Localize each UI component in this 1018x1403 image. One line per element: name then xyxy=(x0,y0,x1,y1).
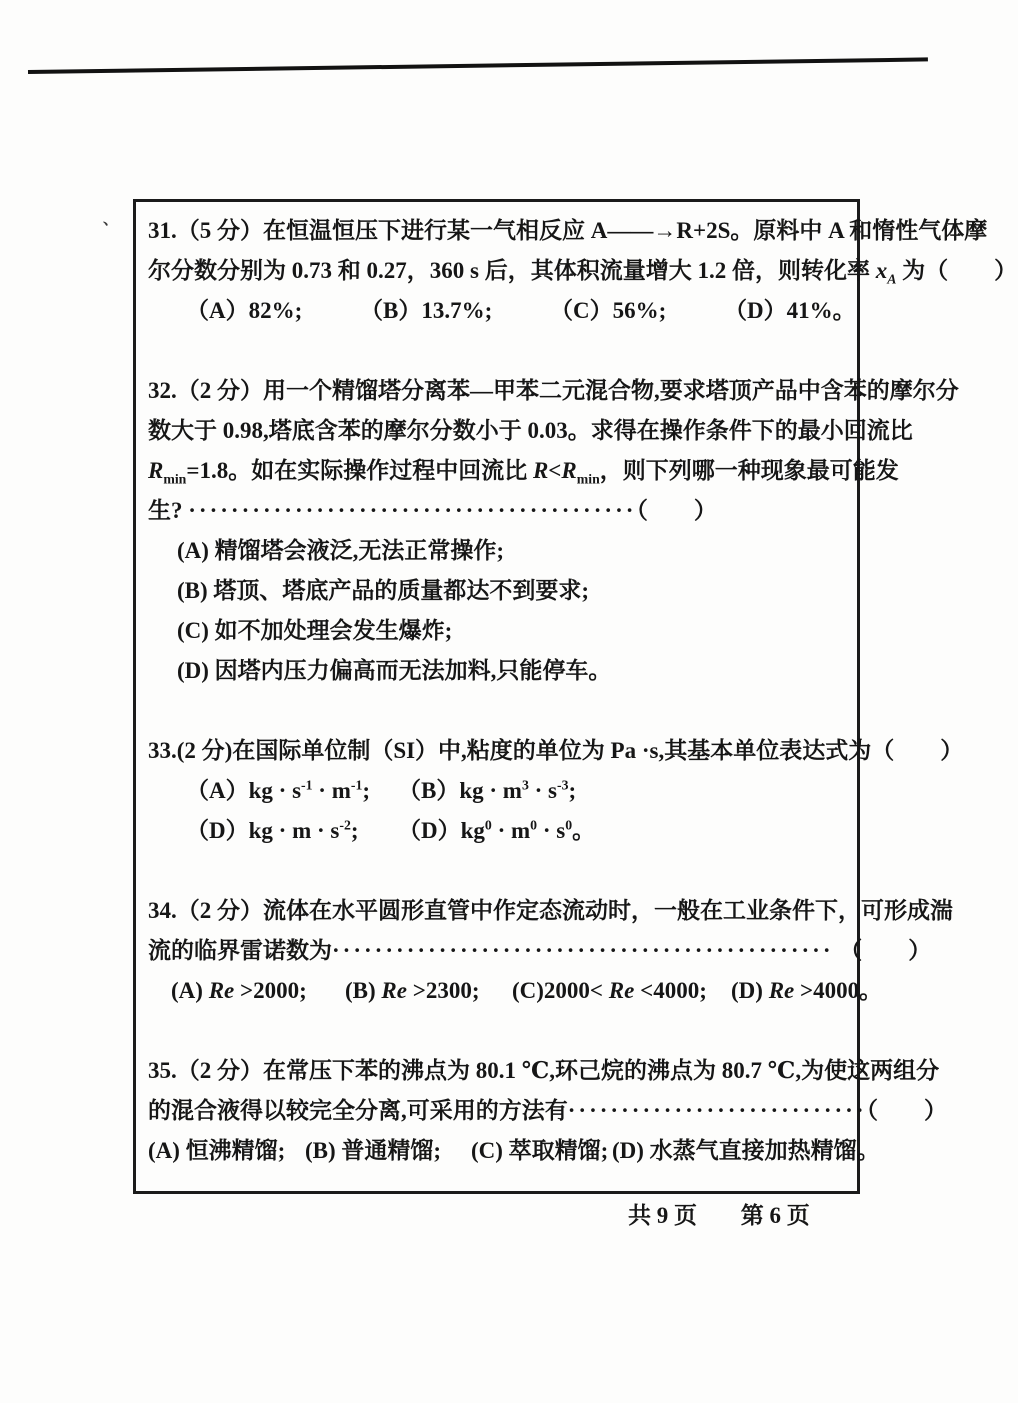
question-34-options-row xyxy=(148,971,883,1011)
question-32-option-c: (C) 如不加处理会发生爆炸; xyxy=(177,618,453,643)
question-31-text-line-2: 尔分数分别为 0.73 和 0.27，360 s 后，其体积流量增大 1.2 倍，则转化率 $x_A$ 为（ ） xyxy=(148,258,1018,287)
question-33-option-b: $(B)kg \cdot m^3 \cdot s^{-3}$; xyxy=(398,777,577,803)
question-32 xyxy=(148,371,959,691)
question-33 xyxy=(148,731,964,851)
question-35-text-line-2: 的混合液得以较完全分离,可采用的方法有····························（ ） xyxy=(148,1098,948,1123)
question-31-option-a: （A）82%; xyxy=(186,298,303,323)
question-box xyxy=(133,199,1018,1194)
page-footer xyxy=(628,1200,810,1232)
question-33-option-d2: $(D)kg^0 \cdot m^0 \cdot s^0$。 xyxy=(398,817,596,843)
question-35-option-d: (D) 水蒸气直接加热精馏。 xyxy=(612,1138,880,1163)
question-31-text-line-1: 31.（5 分）在恒温恒压下进行某一气相反应 A——→R+2S。原料中 A 和惰性气体摩 xyxy=(148,218,988,243)
question-32-option-d: (D) 因塔内压力偏高而无法加料,只能停车。 xyxy=(177,658,612,683)
question-32-text-line-1: 32.（2 分）用一个精馏塔分离苯—甲苯二元混合物,要求塔顶产品中含苯的摩尔分 xyxy=(148,378,959,403)
question-33-option-a: $(A)kg \cdot s^{-1} \cdot m^{-1}$; xyxy=(186,777,371,803)
question-32-option-b: (B) 塔顶、塔底产品的质量都达不到要求; xyxy=(177,578,590,603)
question-35-option-a: (A) 恒沸精馏; xyxy=(148,1138,286,1163)
question-33-option-d1: $(D)kg \cdot m \cdot s^{-2}$; xyxy=(186,817,359,843)
question-33-text-line-1: 33.(2 分)在国际单位制（SI）中,粘度的单位为 Pa ·s,其基本单位表达式为（ ） xyxy=(148,738,964,763)
footer-total-pages: 共 9 页 xyxy=(628,1203,697,1228)
question-31-options-row xyxy=(148,291,856,331)
question-35-option-c: (C) 萃取精馏; xyxy=(471,1138,609,1163)
stray-mark: 、 xyxy=(103,212,119,228)
question-31-option-c: （C）56%; xyxy=(550,298,667,323)
question-32-option-a: (A) 精馏塔会液泛,无法正常操作; xyxy=(177,538,505,563)
question-34-option-a: (A) Re >2000; xyxy=(171,978,307,1003)
question-34-option-d: (D) Re >4000。 xyxy=(731,978,883,1003)
question-34-text-line-2: 流的临界雷诺数为··············································· （ ） xyxy=(148,938,932,963)
question-32-text-line-4: 生? ··········································（ ） xyxy=(148,498,717,523)
question-35-option-b: (B) 普通精馏; xyxy=(305,1138,442,1163)
question-32-text-line-2: 数大于 0.98,塔底含苯的摩尔分数小于 0.03。求得在操作条件下的最小回流比 xyxy=(148,418,913,443)
question-31-option-b: （B）13.7%; xyxy=(360,298,493,323)
question-31-option-d: （D）41%。 xyxy=(724,298,856,323)
question-34-option-c: (C)2000< Re <4000; xyxy=(512,978,707,1003)
footer-current-page: 第 6 页 xyxy=(740,1203,810,1228)
top-rule-line xyxy=(28,57,928,74)
question-33-options-row-2 xyxy=(148,811,849,851)
question-35-options-row xyxy=(148,1131,880,1171)
question-34 xyxy=(148,891,953,1011)
question-35-text-line-1: 35.（2 分）在常压下苯的沸点为 80.1 ℃,环己烷的沸点为 80.7 ℃,为使这两组分 xyxy=(148,1058,940,1083)
question-32-text-line-3: $R_{min}=1.8$。如在实际操作过程中回流比 $R<R_{min}$，则下列哪一种现象最可能发 xyxy=(148,458,899,487)
question-34-text-line-1: 34.（2 分）流体在水平圆形直管中作定态流动时，一般在工业条件下，可形成湍 xyxy=(148,898,953,923)
question-35 xyxy=(148,1051,948,1171)
question-34-option-b: (B) Re >2300; xyxy=(345,978,480,1003)
question-33-options-row-1 xyxy=(148,771,849,811)
question-31 xyxy=(148,211,1018,331)
